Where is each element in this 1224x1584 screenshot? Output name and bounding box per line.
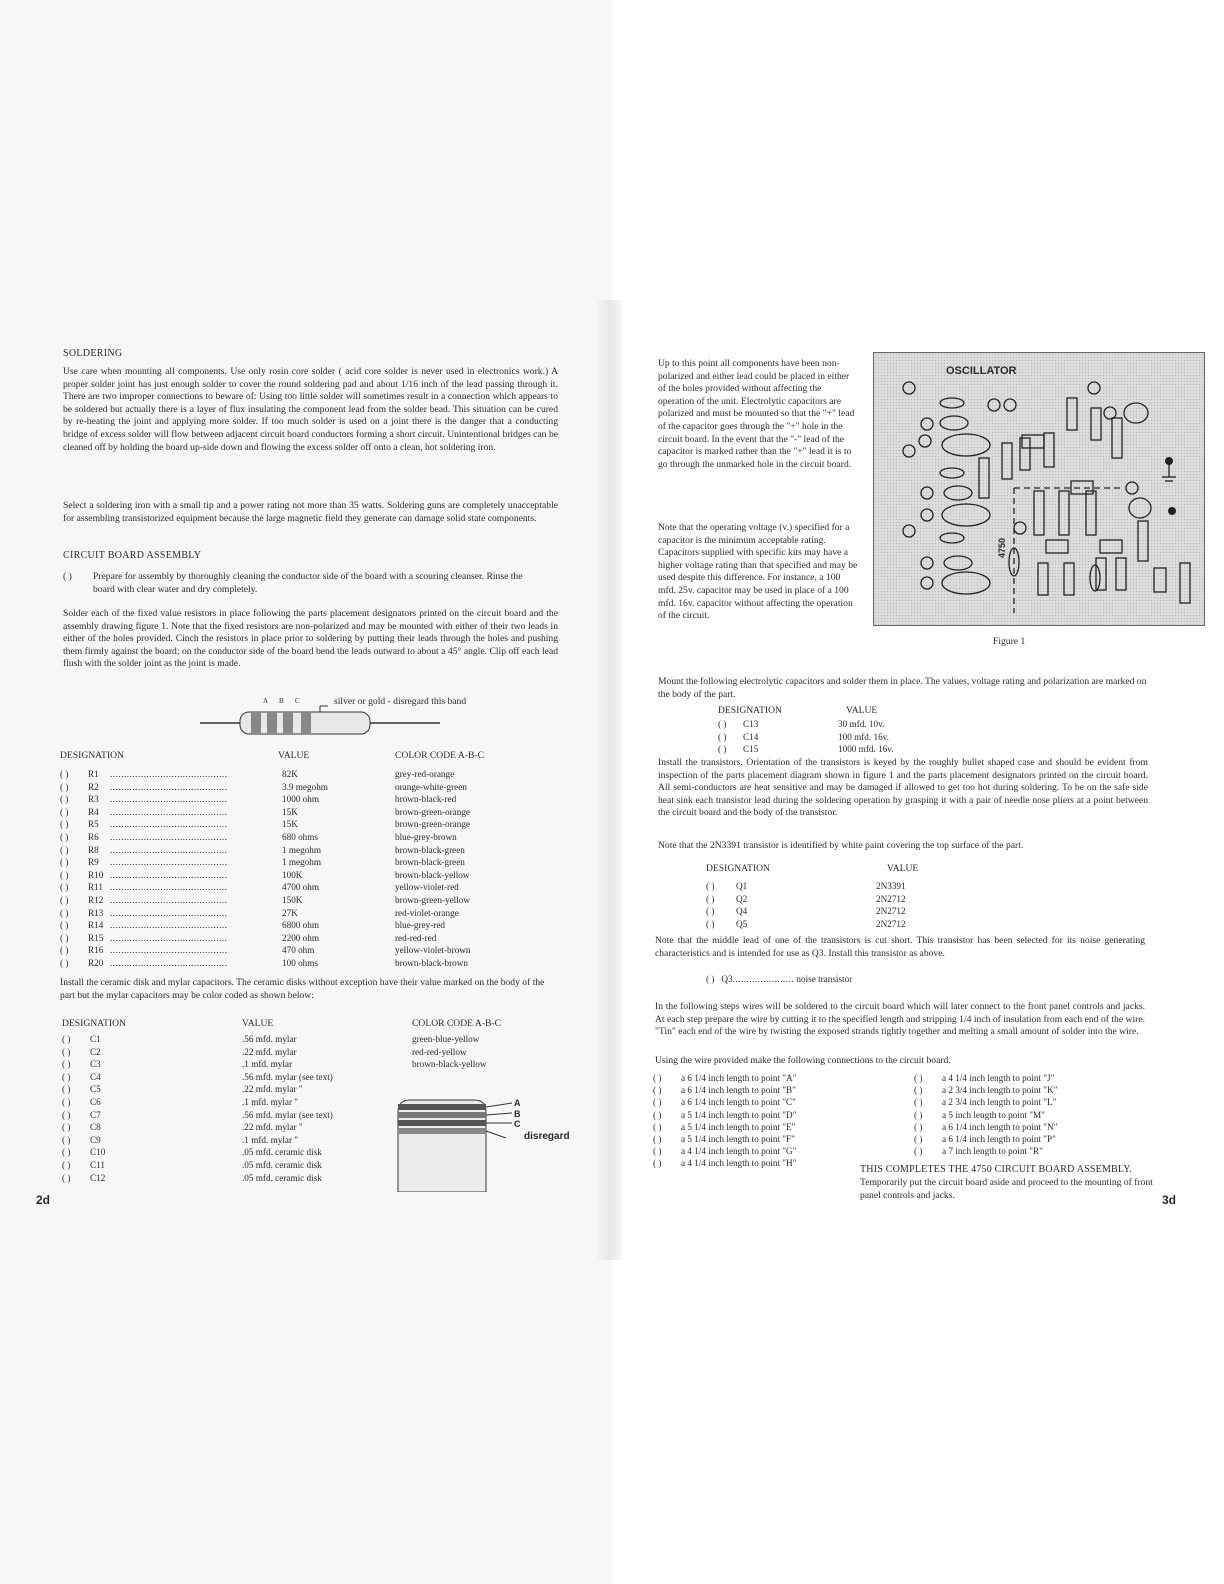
soldering-paragraph-1: Use care when mounting all components. Use only rosin core solder ( acid core solder is never used in electronics work.) A proper solder joint has just enough solder to cover the round soldering pad and about 1/16 inch of the lead passing through it. There are two improper connections to beware of: Using too little solder will sometimes result in a connection which appears to be soldered but actually there is a layer of flux insulating the component lead from the solder bead. This situation can be cured by re-heating the joint and applying more solder. If too much solder is used on a joint there is the danger that a conducting bridge of excess solder will flow between adjacent circuit board conductors forming a short circuit. Unintentional bridges can be cleaned off by holding the board up-side down and flowing the excess solder off onto a clean, hot soldering iron. (63, 366, 558, 453)
checkbox: ( ) (718, 719, 727, 729)
wire-instruction: a 2 3/4 inch length to point "L" (942, 1097, 1057, 1108)
resistor-value: 15K (282, 818, 302, 830)
resistor-designation: R14 (88, 920, 104, 931)
wire-instruction: a 4 1/4 inch length to point "H" (681, 1158, 797, 1169)
transistor-designation: Q2 (736, 893, 748, 904)
resistor-color: brown-black-red (395, 793, 460, 805)
capacitor-color: green-blue-yellow (412, 1034, 480, 1044)
checkbox: ( ) (62, 1109, 71, 1120)
resistor-header-value: VALUE (278, 750, 310, 761)
soldering-paragraph-2: Select a soldering iron with a small tip and a power rating not more than 35 watts. Soldering guns are completely unacceptable for assembling transistorized equipment because the large magnetic field they generate can damage solid state components. (63, 500, 558, 524)
leader-dots: .......................................... (110, 869, 228, 880)
checkbox: ( ) (653, 1158, 662, 1169)
transistor-value: 2N2712 (876, 893, 906, 904)
leader-dots: .......................................... (110, 806, 228, 817)
resistor-color: brown-black-brown (395, 957, 472, 969)
checkbox: ( ) (60, 958, 69, 968)
checkbox: ( ) (60, 781, 69, 792)
resistor-paragraph: Solder each of the fixed value resistors in place following the parts placement designators printed on the circuit board and the assembly drawing figure 1. Note that the fixed resistors are non-polarized and may be mounted with either of their two leads in either of the holes provided. Cinch the resistors in place prior to soldering by putting their leads through the holes and pushing them firmly against the board; on the conductor side of the board bend the leads outward to about a 45° angle. Clip off each lead flush with the solder joint as the joint is made. (63, 608, 558, 670)
resistor-header-color: COLOR CODE A-B-C (395, 750, 485, 761)
checkbox: ( ) (914, 1134, 923, 1144)
resistor-color: blue-grey-red (395, 919, 449, 931)
resistor-value: 2200 ohm (282, 932, 323, 944)
checkbox: ( ) (706, 881, 715, 891)
capacitor-designation: C1 (90, 1034, 101, 1044)
wire-instruction: a 4 1/4 inch length to point "G" (681, 1146, 797, 1157)
completes-note: Temporarily put the circuit board aside and proceed to the mounting of front panel controls and jacks. (860, 1177, 1153, 1201)
checkbox: ( ) (718, 744, 727, 755)
electrolytic-paragraph: Up to this point all components have been non-polarized and either lead could be placed in either of the holes provided without affecting the operation of the unit. Electrolytic capacitors are polarized and must be mounted so that the "+" lead of the capacitor goes through the "+" hole in the circuit board. In the event that the "-" lead of the capacitor is marked rather than the "+" lead it is to go through the unmarked hole in the circuit board. (658, 358, 855, 470)
transistor-value: 2N2712 (876, 906, 906, 917)
electrolytic-designation: C15 (743, 744, 759, 755)
wire-instruction: a 5 1/4 inch length to point "E" (681, 1121, 796, 1132)
capacitor-value: .22 mfd. mylar " (242, 1122, 303, 1133)
step-checkbox[interactable]: ( ) (63, 571, 72, 582)
resistor-value: 470 ohm (282, 944, 318, 956)
leader-dots: .......................................... (110, 857, 228, 868)
band-note: silver or gold - disregard this band (334, 696, 467, 707)
checkbox: ( ) (60, 832, 69, 842)
capacitor-value: .1 mfd. mylar " (242, 1097, 299, 1107)
capacitor-value: .1 mfd. mylar " (242, 1134, 299, 1145)
elec-header-designation: DESIGNATION (718, 705, 782, 716)
resistor-value: 100K (282, 869, 306, 881)
checkbox: ( ) (62, 1147, 71, 1158)
page-number-right: 3d (1162, 1193, 1177, 1207)
wire-instruction: a 5 inch length to point "M" (942, 1109, 1045, 1120)
checkbox: ( ) (60, 920, 69, 931)
leader-dots: .......................................... (110, 844, 228, 855)
checkbox: ( ) (62, 1059, 71, 1070)
wire-paragraph: In the following steps wires will be soldered to the circuit board which will later connect to the front panel controls and jacks. At each step prepare the wire by cutting it to the specified length and stripping 1/4 inch of insulation from each end of the wire. "Tin" each end of the wire by twisting the exposed strands tightly together and melting a small amount of solder into the wire. (655, 1001, 1145, 1038)
resistor-value: 1 megohm (282, 856, 325, 868)
leader-dots: .......................................... (110, 945, 228, 956)
resistor-value: 680 ohms (282, 831, 322, 843)
capacitor-value: .05 mfd. ceramic disk (242, 1160, 322, 1170)
capacitor-designation: C6 (90, 1097, 101, 1107)
figure-1-board (873, 352, 1205, 626)
capacitor-value: .56 mfd. mylar (see text) (242, 1071, 333, 1082)
checkbox: ( ) (914, 1085, 923, 1096)
checkbox: ( ) (60, 869, 69, 880)
resistor-color: yellow-violet-red (395, 881, 463, 893)
transistor-paragraph: Install the transistors. Orientation of the transistors is keyed by the roughly bullet shaped case and should be evident from inspection of the parts placement diagram shown in figure 1 and the parts placement designators printed on the circuit board. All semi-conductors are heat sensitive and may be damaged if allowed to get too hot during soldering. To be on the safe side heat sink each transistor lead during the soldering operation by grasping it with a pair of needle nose pliers at a point between the circuit board and the body of the transistor. (658, 757, 1148, 819)
resistor-designation: R1 (88, 769, 99, 779)
electrolytic-value: 100 mfd. 16v. (838, 731, 889, 742)
leader-dots: .......................................... (110, 958, 228, 968)
checkbox: ( ) (62, 1122, 71, 1133)
leader-dots: .......................................... (110, 920, 228, 931)
checkbox: ( ) (60, 857, 69, 868)
capacitor-designation: C10 (90, 1147, 106, 1158)
resistor-designation: R2 (88, 781, 99, 792)
trans-header-designation: DESIGNATION (706, 863, 770, 874)
resistor-value: 6800 ohm (282, 919, 323, 931)
checkbox: ( ) (706, 906, 715, 917)
band-label-c: C (295, 697, 300, 705)
checkbox: ( ) (653, 1134, 662, 1144)
capacitor-value: .56 mfd. mylar (242, 1034, 297, 1044)
resistor-value: 150K (282, 894, 306, 906)
page-number-left: 2d (36, 1193, 51, 1207)
capacitor-designation: C7 (90, 1109, 101, 1120)
capacitor-value: .56 mfd. mylar (see text) (242, 1109, 333, 1120)
checkbox: ( ) (60, 932, 69, 943)
mount-paragraph: Mount the following electrolytic capacitors and solder them in place. The values, voltage rating and polarization are marked on the body of the part. (658, 676, 1147, 700)
resistor-designation: R13 (88, 907, 104, 918)
transistor-value: 2N3391 (876, 881, 906, 891)
checkbox: ( ) (706, 918, 715, 929)
capacitor-designation: C11 (90, 1160, 105, 1170)
resistor-color: orange-white-green (395, 781, 471, 793)
capacitor-color: brown-black-yellow (412, 1059, 487, 1070)
resistor-color: brown-green-orange (395, 818, 474, 830)
wire-instruction: a 2 3/4 inch length to point "K" (942, 1085, 1058, 1096)
wire-instruction: a 5 1/4 inch length to point "D" (681, 1109, 797, 1120)
capacitor-designation: C9 (90, 1134, 101, 1145)
capacitor-value: .22 mfd. mylar (242, 1046, 297, 1057)
electrolytic-designation: C13 (743, 719, 759, 729)
figure-diagram (874, 353, 1204, 625)
resistor-designation: R16 (88, 945, 104, 956)
capacitor-designation: C3 (90, 1059, 101, 1070)
checkbox: ( ) (653, 1085, 662, 1096)
resistor-designation: R11 (88, 882, 103, 893)
resistor-designation: R5 (88, 819, 99, 830)
cap-band-note: disregard (524, 1131, 570, 1142)
checkbox: ( ) (60, 819, 69, 830)
leader-dots: .......................................... (110, 882, 228, 893)
q3-row[interactable]: ( ) Q3...................... noise transistor (706, 974, 853, 984)
wire-instruction: a 4 1/4 inch length to point "J" (942, 1073, 1055, 1083)
resistor-value: 15K (282, 806, 302, 818)
checkbox: ( ) (706, 893, 715, 904)
wire-instruction: a 6 1/4 inch length to point "A" (681, 1073, 797, 1083)
wire-intro: Using the wire provided make the following connections to the circuit board. (655, 1055, 951, 1066)
resistor-color: red-red-red (395, 932, 440, 944)
transistor-designation: Q4 (736, 906, 748, 917)
wire-instruction: a 5 1/4 inch length to point "F" (681, 1134, 795, 1144)
capacitor-designation: C4 (90, 1071, 101, 1082)
resistor-value: 1 megohm (282, 844, 325, 856)
checkbox: ( ) (62, 1046, 71, 1057)
leader-dots: .......................................... (110, 794, 228, 805)
leader-dots: .......................................... (110, 932, 228, 943)
resistor-color: red-violet-orange (395, 907, 463, 919)
cap-band-label-a: A (514, 1098, 521, 1108)
wire-instruction: a 6 1/4 inch length to point "P" (942, 1134, 1056, 1144)
figure-caption: Figure 1 (993, 636, 1026, 647)
checkbox: ( ) (62, 1084, 71, 1095)
resistor-color: brown-black-green (395, 844, 469, 856)
checkbox: ( ) (914, 1121, 923, 1132)
band-label-b: B (279, 697, 284, 705)
electrolytic-designation: C14 (743, 731, 759, 742)
leader-dots: .......................................... (110, 769, 228, 779)
q3-value: noise transistor (796, 974, 853, 984)
leader-dots: .......................................... (110, 895, 228, 905)
resistor-designation: R6 (88, 832, 99, 842)
checkbox: ( ) (62, 1034, 71, 1044)
cap-band-label-b: B (514, 1109, 521, 1119)
soldering-heading: SOLDERING (63, 348, 123, 359)
checkbox: ( ) (914, 1146, 923, 1157)
checkbox: ( ) (62, 1134, 71, 1145)
capacitor-designation: C12 (90, 1172, 106, 1183)
capacitor-color: red-red-yellow (412, 1046, 467, 1057)
capacitor-value: .05 mfd. ceramic disk (242, 1147, 322, 1158)
checkbox: ( ) (62, 1071, 71, 1082)
q3-designation: Q3 (721, 974, 733, 984)
resistor-designation: R15 (88, 932, 104, 943)
capacitor-designation: C2 (90, 1046, 101, 1057)
checkbox: ( ) (653, 1109, 662, 1120)
resistor-color: brown-black-green (395, 856, 469, 868)
checkbox: ( ) (653, 1146, 662, 1157)
resistor-value: 4700 ohm (282, 881, 323, 893)
checkbox: ( ) (62, 1097, 71, 1107)
resistor-value: 82K (282, 768, 302, 780)
checkbox: ( ) (60, 769, 69, 779)
page-gutter (598, 300, 622, 1260)
trans-header-value: VALUE (887, 863, 919, 874)
cap-band-label-c: C (514, 1119, 521, 1129)
checkbox: ( ) (60, 895, 69, 905)
checkbox: ( ) (653, 1097, 662, 1108)
capacitor-value: .22 mfd. mylar " (242, 1084, 303, 1095)
checkbox: ( ) (62, 1160, 71, 1170)
wire-instruction: a 7 inch length to point "R" (942, 1146, 1043, 1157)
electrolytic-value: 1000 mfd. 16v. (838, 744, 894, 755)
cap-header-value: VALUE (242, 1018, 274, 1029)
figure-title: OSCILLATOR (946, 365, 1017, 377)
wire-instruction: a 6 1/4 inch length to point "B" (681, 1085, 796, 1096)
capacitor-paragraph: Install the ceramic disk and mylar capacitors. The ceramic disks without exception have their value marked on the body of the part but the mylar capacitors may be color coded as shown below: (60, 977, 545, 1001)
resistor-designation: R8 (88, 844, 99, 855)
cap-header-color: COLOR CODE A-B-C (412, 1018, 502, 1029)
completes-heading: THIS COMPLETES THE 4750 CIRCUIT BOARD ASSEMBLY. (860, 1164, 1133, 1175)
resistor-designation: R9 (88, 857, 99, 868)
elec-header-value: VALUE (846, 705, 878, 716)
resistor-value: 27K (282, 907, 302, 919)
checkbox: ( ) (914, 1097, 923, 1108)
resistor-value: 1000 ohm (282, 793, 323, 805)
resistor-designation: R12 (88, 895, 104, 905)
checkbox: ( ) (653, 1121, 662, 1132)
voltage-paragraph: Note that the operating voltage (v.) specified for a capacitor is the minimum acceptable rating. Capacitors supplied with specific kits may have a higher voltage rating than that specified and may be used despite this difference. For instance, a 100 mfd. 25v. capacitor may be used in place of a 100 mfd. 16v. capacitor without affecting the operation of the circuit. (658, 522, 858, 622)
resistor-color: yellow-violet-brown (395, 944, 475, 956)
checkbox: ( ) (60, 806, 69, 817)
q3-paragraph: Note that the middle lead of one of the transistors is cut short. This transistor has been selected for its noise generating characteristics and is intended for use as Q3. Install this transistor as above. (655, 935, 1145, 959)
checkbox: ( ) (60, 844, 69, 855)
resistor-color: grey-red-orange (395, 768, 458, 780)
leader-dots: .......................................... (110, 819, 228, 830)
leader-dots: .......................................... (110, 781, 228, 792)
transistor-note: Note that the 2N3391 transistor is identified by white paint covering the top surface of the part. (658, 840, 1024, 851)
checkbox: ( ) (653, 1073, 662, 1083)
transistor-designation: Q5 (736, 918, 748, 929)
checkbox: ( ) (60, 794, 69, 805)
capacitor-value: .05 mfd. ceramic disk (242, 1172, 322, 1183)
resistor-color: blue-grey-brown (395, 831, 461, 843)
checkbox: ( ) (718, 731, 727, 742)
resistor-designation: R20 (88, 958, 104, 968)
resistor-designation: R3 (88, 794, 99, 805)
wire-instruction: a 6 1/4 inch length to point "C" (681, 1097, 796, 1108)
capacitor-value: .1 mfd. mylar (242, 1059, 293, 1070)
checkbox: ( ) (60, 945, 69, 956)
wire-instruction: a 6 1/4 inch length to point "N" (942, 1121, 1058, 1132)
checkbox: ( ) (60, 907, 69, 918)
cleaning-step: Prepare for assembly by thoroughly cleaning the conductor side of the board with a scouring cleanser. Rinse the board with clear water and dry completely. (93, 571, 523, 595)
cap-header-designation: DESIGNATION (62, 1018, 126, 1029)
leader-dots: .......................................... (110, 832, 228, 842)
band-label-a: A (263, 697, 269, 705)
resistor-color: brown-green-yellow (395, 894, 474, 906)
checkbox: ( ) (62, 1172, 71, 1183)
resistor-value: 100 ohms (282, 957, 322, 969)
capacitor-designation: C8 (90, 1122, 101, 1133)
checkbox: ( ) (914, 1109, 923, 1120)
leader-dots: .......................................... (110, 907, 228, 918)
resistor-color: brown-black-yellow (395, 869, 474, 881)
checkbox: ( ) (914, 1073, 923, 1083)
transistor-designation: Q1 (736, 881, 748, 891)
resistor-header-designation: DESIGNATION (60, 750, 124, 761)
transistor-value: 2N2712 (876, 918, 906, 929)
resistor-color: brown-green-orange (395, 806, 474, 818)
resistor-designation: R4 (88, 806, 99, 817)
board-number: 4750 (997, 537, 1008, 559)
resistor-value: 3.9 megohm (282, 781, 332, 793)
resistor-designation: R10 (88, 869, 104, 880)
electrolytic-value: 30 mfd. 10v. (838, 719, 885, 729)
checkbox: ( ) (60, 882, 69, 893)
circuit-board-assembly-heading: CIRCUIT BOARD ASSEMBLY (63, 550, 202, 561)
capacitor-designation: C5 (90, 1084, 101, 1095)
mylar-capacitor-drawing (394, 1094, 520, 1192)
